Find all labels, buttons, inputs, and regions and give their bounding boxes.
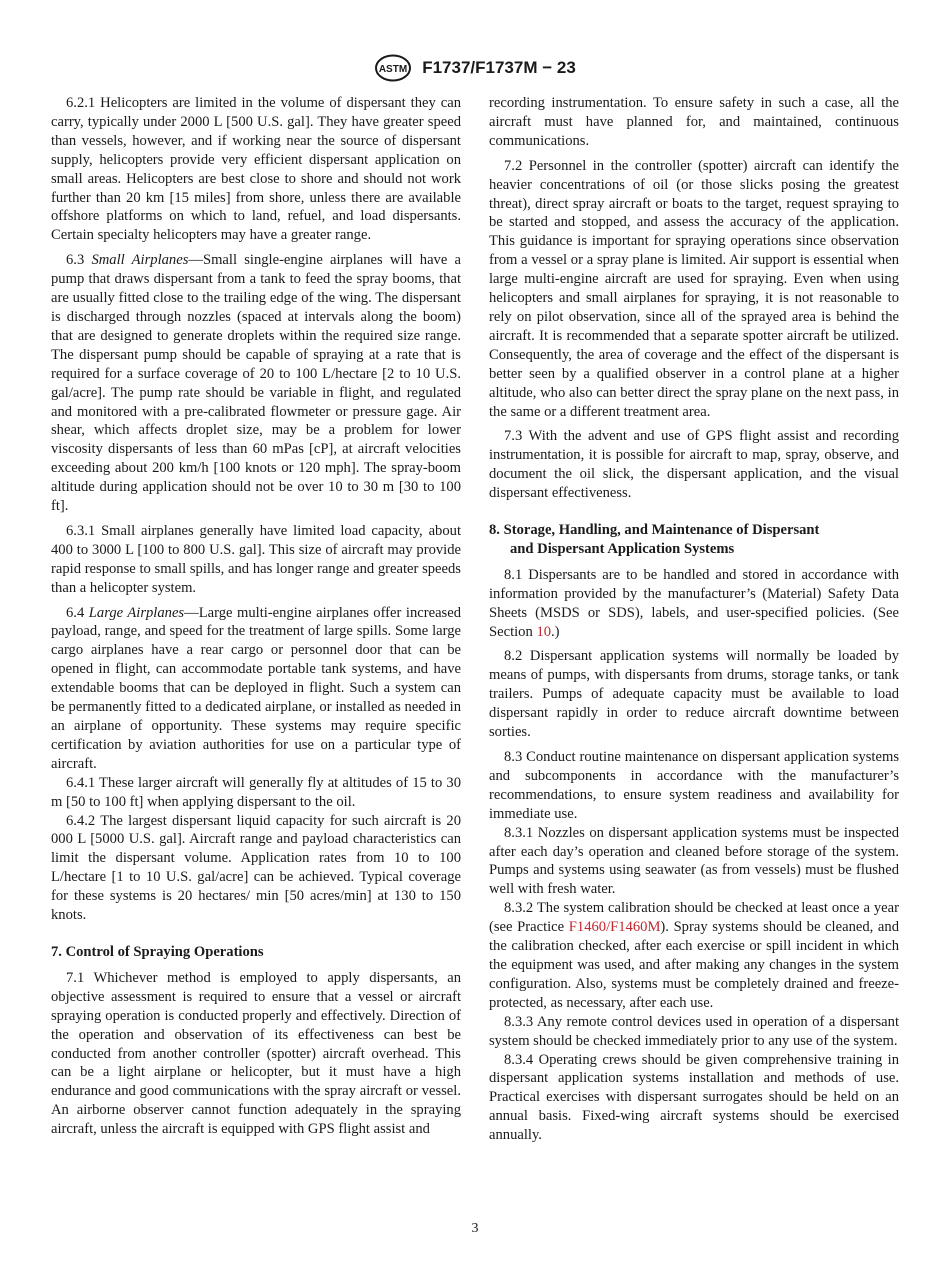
paragraph-8-3: 8.3 Conduct routine maintenance on dispersant application systems and subcomponents in accordance with the manufacturer’s recommendations, to ensure system readiness and availability for immediate use. [489,749,899,822]
paragraph-6-3-1: 6.3.1 Small airplanes generally have limited load capacity, about 400 to 3000 L [100 to 800 U.S. gal]. This size of aircraft may provide rapid response to small spills, and has longer range and greater speeds than a helicopter system. [51,522,461,596]
paragraph-8-1-end: .) [551,623,560,640]
page-header [0,54,950,84]
paragraph-8-3-2-text: 8.3.2 The system calibration should be checked at least once a year (see Practice [489,900,899,936]
paragraph-6-4-number: 6.4 [66,604,85,621]
paragraph-6-3-text: —Small single-engine airplanes will have a pump that draws dispersant from a tank to feed the spray booms, that are usually fitted close to the trailing edge of the wing. The dispersant is discharged through nozzles (spaced at intervals along the boom) that are designed to generate droplets within the required size range. The dispersant pump should be capable of spraying at a rate that is required for a surface coverage of 20 to 100 L/hectare [2 to 10 U.S. gal/acre]. The pump rate should be variable in flight, and regulated and monitored with a pre-calibrated flowmeter or pressure gage. Air shear, which affects droplet size, may be a problem for lower viscosity dispersants of less than 60 mPas [cP], at aircraft velocities exceeding about 200 km/h [100 knots or 120 mph]. The spray-boom altitude during application should not be over 10 to 30 m [30 to 100 ft]. [51,252,461,515]
paragraph-8-3-2-rest: ). Spray systems should be cleaned, and the calibration checked, after each exercise or spill incident in which the equipment was used, and after making any changes in the system configuration. Also, systems must be completely drained and freeze-protected, as necessary, after each use. [489,919,900,1011]
section-8-heading [489,521,899,559]
paragraph-7-1-continued: recording instrumentation. To ensure safety in such a case, all the aircraft must have planned for, and maintained, continuous communications. [489,95,899,149]
paragraph-6-4-text: —Large multi-engine airplanes offer increased payload, range, and speed for the treatment of large spills. Some large cargo airplanes have a rear cargo or personnel door that can be opened in flight, can accommodate portable tank systems, and have extendable booms that can be deployed in flight. Such a system can be permanently fitted to a dedicated airplane, or installed as needed in an airplane of opportunity. These systems may require specific certification by aviation authorities for use on a particular type of aircraft. [51,604,461,772]
astm-logo-icon [374,54,412,82]
paragraph-6-3-title: Small Airplanes [91,252,189,269]
page-number: 3 [471,1221,479,1236]
paragraph-7-1: 7.1 Whichever method is employed to apply dispersants, an objective assessment is required to ensure that a vessel or aircraft spraying operation is conducted properly and effectively. Direction of the operation and observation of its effectiveness can best be conducted from another controller (spotter) aircraft overhead. This can be a light airplane or helicopter, but it must have a high endurance and good communications with the spray aircraft or vessel. An airborne observer cannot function adequately in the spraying aircraft, unless the aircraft is equipped with GPS flight assist and [51,969,461,1138]
section-8-heading-line-1: 8. Storage, Handling, and Maintenance of Dispersant [489,522,820,539]
paragraph-8-1 [489,566,899,642]
paragraph-6-4-1: 6.4.1 These larger aircraft will generally fly at altitudes of 15 to 30 m [50 to 100 ft] when applying dispersant to the oil. [51,774,461,810]
paragraph-6-4-2: 6.4.2 The largest dispersant liquid capacity for such aircraft is 20 000 L [5000 U.S. gal]. Aircraft range and payload characteristics can limit the dispersant volume. Application rates from 10 to 100 L/hectare [1 to 10 U.S. gal/acre] can be achieved. Typical coverage for these systems is 20 hectares/ min [50 acres/min] at 130 to 150 knots. [51,812,461,924]
section-10-link[interactable]: 10 [536,623,552,640]
paragraph-6-3-number: 6.3 [66,252,85,269]
left-column [51,94,461,1139]
paragraph-8-3-4: 8.3.4 Operating crews should be given comprehensive training in dispersant application systems installation and methods of use. Practical exercises with dispersant surrogates should be held on an annual basis. Fixed-wing aircraft systems should be exercised annually. [489,1051,899,1144]
paragraph-8-3-3: 8.3.3 Any remote control devices used in operation of a dispersant system should be checked immediately prior to any use of the system. [489,1013,899,1049]
standard-designation: F1737/F1737M − 23 [422,58,576,77]
paragraph-7-2: 7.2 Personnel in the controller (spotter) aircraft can identify the heavier concentrations of oil (or those slicks posing the greatest threat), direct spray aircraft or boats to the target, request spraying to be started and stopped, and assess the accuracy of the application. This guidance is important for spraying operations since observation from a vessel or a spray plane is limited. Air support is essential when large multi-engine aircraft are used for spraying. Even when using helicopters and small airplanes for spraying, it is not reasonable to rely on pilot observation, since all of the sprayed area is behind the aircraft. It is recommended that a separate spotter aircraft be utilized. Consequently, the area of coverage and the effect of the dispersant is better seen by a qualified observer in a control plane at a higher altitude, who also can better direct the spray plane on the next pass, in the same or a different treatment area. [489,157,899,420]
paragraph-8-1-text: 8.1 Dispersants are to be handled and stored in accordance with information provided by the manufacturer’s (Material) Safety Data Sheets (MSDS or SDS), labels, and user-specified policies. (See Section [489,566,899,640]
paragraph-6-3 [51,251,461,516]
astm-logo-text: ASTM [379,64,408,75]
section-7-heading: 7. Control of Spraying Operations [51,943,264,960]
right-column [489,94,899,1145]
paragraph-8-3-2 [489,899,899,1012]
section-8-heading-line-2: and Dispersant Application Systems [510,540,735,557]
practice-f1460-link[interactable]: F1460/F1460M [568,919,661,936]
paragraph-8-3-1: 8.3.1 Nozzles on dispersant application systems must be inspected after each day’s operation and cleaned before storage of the system. Pumps and systems using seawater (as from vessels) must be flushed well with fresh water. [489,824,899,898]
paragraph-7-3: 7.3 With the advent and use of GPS flight assist and recording instrumentation, it is possible for aircraft to map, spray, observe, and document the oil slick, the dispersant application, and the visual dispersant effectiveness. [489,428,899,502]
paragraph-8-2: 8.2 Dispersant application systems will normally be loaded by means of pumps, with dispersants from drums, storage tanks, or tank trailers. Pumps of adequate capacity must be available to load dispersant rapidly in order to reduce aircraft downtime between sorties. [489,648,899,741]
paragraph-6-4 [51,604,461,774]
paragraph-6-2-1: 6.2.1 Helicopters are limited in the volume of dispersant they can carry, typically under 2000 L [500 U.S. gal]. They have greater speed than vessels, however, and if working near the source of dispersant supply, helicopters provide very efficient dispersant application on small areas. Helicopters are best close to shore and should not work further than 20 km [15 miles] from shore, unless there are available offshore platforms on which to land, refuel, and load dispersants. Certain specialty helicopters may have a greater range. [51,95,461,244]
paragraph-6-4-title: Large Airplanes [88,604,185,621]
